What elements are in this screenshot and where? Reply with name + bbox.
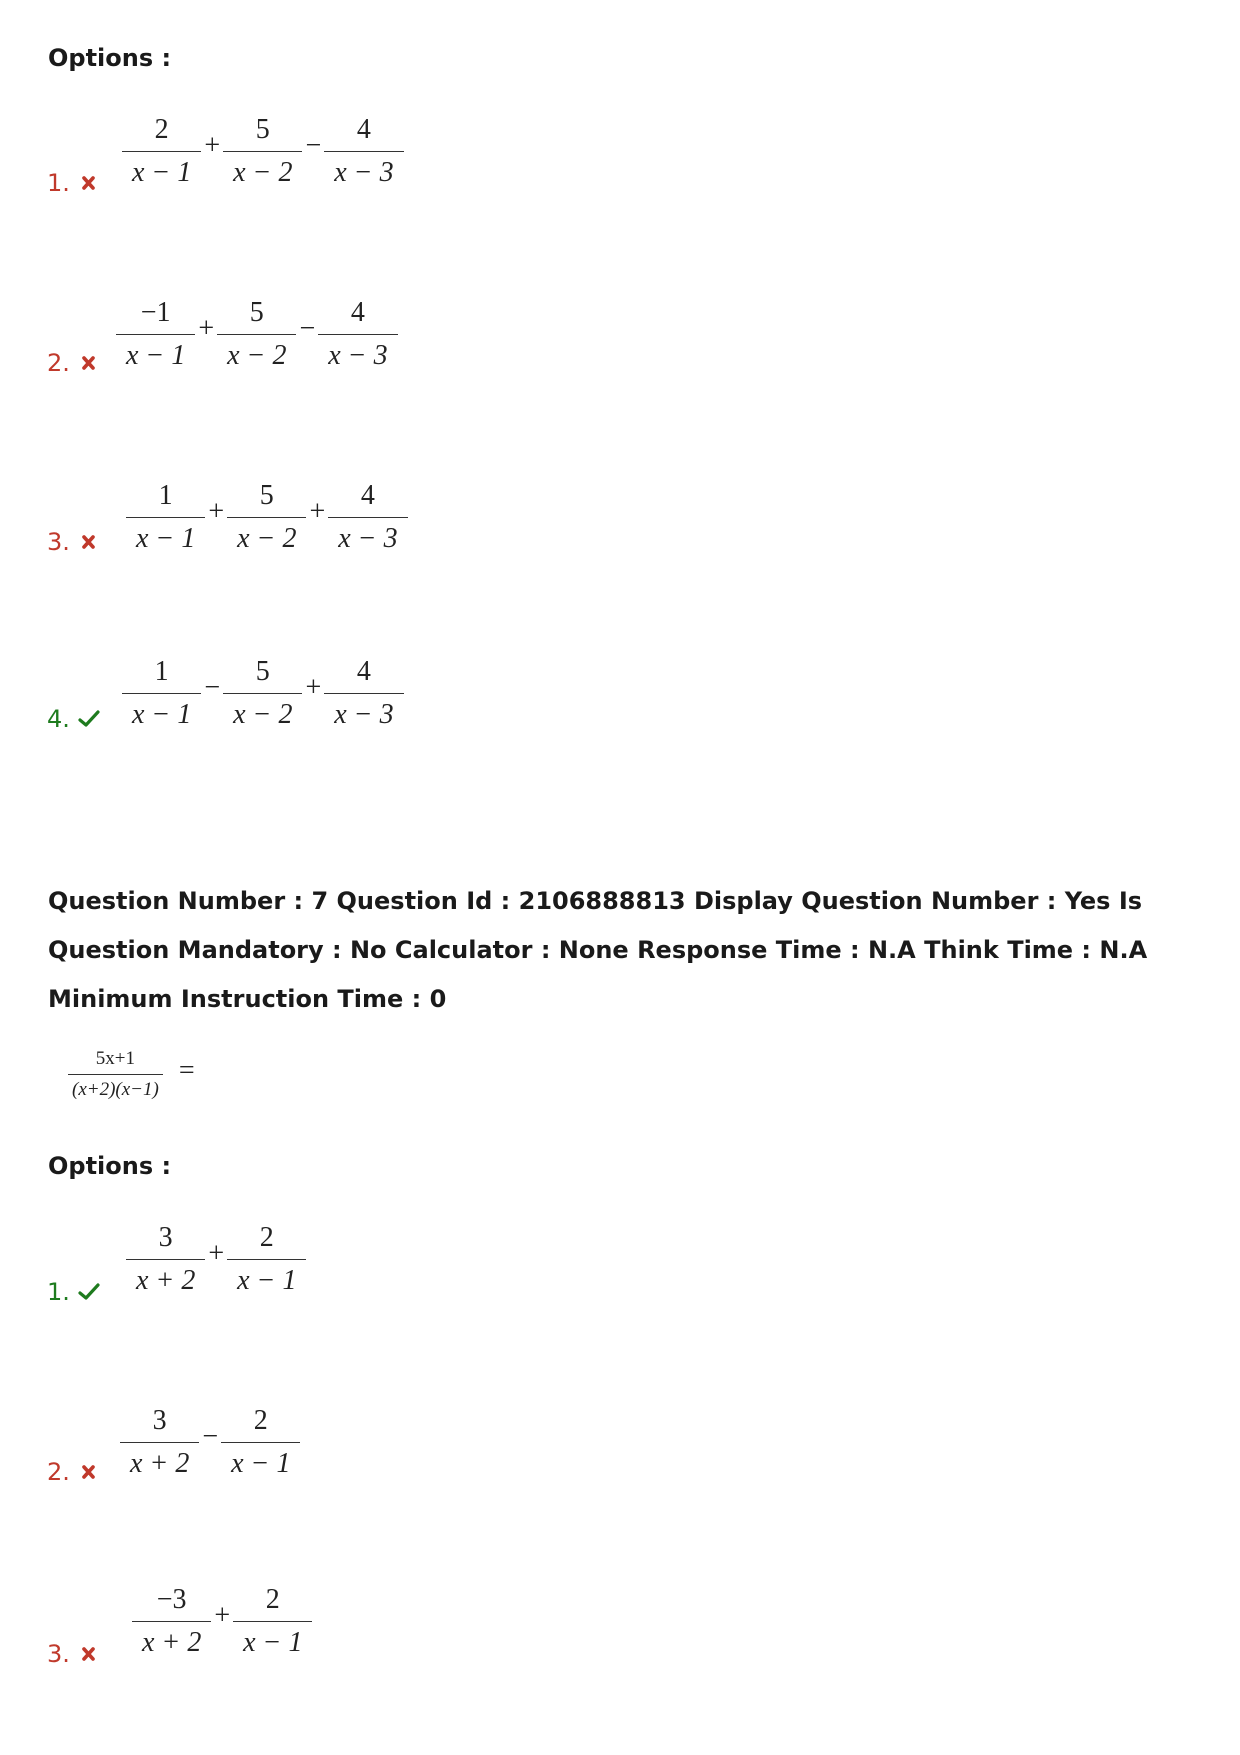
option-index: 2.: [47, 1458, 70, 1486]
equals-sign: =: [178, 1054, 195, 1086]
numerator: 3: [158, 1222, 173, 1253]
check-icon: [78, 710, 100, 728]
option-index: 4.: [47, 705, 70, 733]
numerator: 2: [259, 1222, 274, 1253]
fraction: [328, 481, 407, 554]
fraction: [223, 115, 302, 188]
question-denominator: (x+2)(x−1): [68, 1074, 163, 1101]
fraction: [126, 1223, 205, 1296]
denominator: x − 1: [126, 517, 205, 554]
fraction: [233, 1585, 312, 1658]
operator: +: [309, 495, 326, 527]
denominator: x − 1: [116, 334, 195, 371]
denominator: x − 1: [233, 1621, 312, 1658]
cross-icon: [78, 1463, 100, 1481]
option-index: 3.: [47, 1640, 70, 1668]
option-expression: [114, 298, 400, 371]
fraction: [223, 657, 302, 730]
fraction: [122, 657, 201, 730]
operator: +: [305, 671, 322, 703]
numerator: 4: [356, 114, 371, 145]
fraction: [126, 481, 205, 554]
operator: +: [198, 312, 215, 344]
cross-icon: [78, 174, 100, 192]
denominator: x + 2: [126, 1259, 205, 1296]
numerator: 5: [255, 656, 270, 687]
option-expression: [120, 657, 406, 730]
option-expression: [130, 1585, 314, 1658]
numerator: 1: [154, 656, 169, 687]
question-meta: Question Number : 7 Question Id : 2106888813 Display Question Number : Yes Is Question Mandatory : No Calculator : None Response Time : N.A Think Time : N.A Minimum Instruction Time : 0: [48, 887, 1148, 1013]
question-numerator: 5x+1: [95, 1048, 136, 1069]
cross-icon: [78, 533, 100, 551]
option-expression: [120, 115, 406, 188]
denominator: x − 2: [223, 151, 302, 188]
fraction: [120, 1406, 199, 1479]
operator: +: [214, 1599, 231, 1631]
denominator: x + 2: [132, 1621, 211, 1658]
fraction: [221, 1406, 300, 1479]
operator: +: [204, 129, 221, 161]
option-number: [47, 705, 100, 733]
operator: −: [202, 1420, 219, 1452]
numerator: 2: [253, 1405, 268, 1436]
denominator: x − 3: [324, 693, 403, 730]
denominator: x + 2: [120, 1442, 199, 1479]
option-expression: [124, 481, 410, 554]
fraction: [324, 657, 403, 730]
denominator: x − 2: [217, 334, 296, 371]
denominator: x − 1: [227, 1259, 306, 1296]
operator: −: [204, 671, 221, 703]
cross-icon: [78, 354, 100, 372]
option-number: [47, 349, 100, 377]
question-expression: [66, 1048, 195, 1101]
option-index: 1.: [47, 1278, 70, 1306]
denominator: x − 2: [227, 517, 306, 554]
option-number: [47, 1640, 100, 1668]
option-expression: [118, 1406, 302, 1479]
check-icon: [78, 1283, 100, 1301]
operator: +: [208, 495, 225, 527]
numerator: 4: [360, 480, 375, 511]
operator: −: [299, 312, 316, 344]
numerator: 1: [158, 480, 173, 511]
denominator: x − 2: [223, 693, 302, 730]
denominator: x − 1: [122, 151, 201, 188]
fraction: [227, 481, 306, 554]
fraction: [217, 298, 296, 371]
numerator: 5: [249, 297, 264, 328]
options-label: Options :: [48, 44, 172, 72]
option-index: 3.: [47, 528, 70, 556]
numerator: 2: [154, 114, 169, 145]
option-number: [47, 1278, 100, 1306]
denominator: x − 1: [221, 1442, 300, 1479]
denominator: x − 3: [328, 517, 407, 554]
numerator: 5: [259, 480, 274, 511]
operator: +: [208, 1237, 225, 1269]
cross-icon: [78, 1645, 100, 1663]
numerator: 2: [265, 1584, 280, 1615]
option-number: [47, 1458, 100, 1486]
numerator: −1: [140, 297, 171, 328]
denominator: x − 1: [122, 693, 201, 730]
question-fraction: [68, 1048, 163, 1101]
option-expression: [124, 1223, 308, 1296]
fraction: [318, 298, 397, 371]
numerator: 4: [350, 297, 365, 328]
fraction: [116, 298, 195, 371]
numerator: 3: [152, 1405, 167, 1436]
option-index: 2.: [47, 349, 70, 377]
operator: −: [305, 129, 322, 161]
fraction: [122, 115, 201, 188]
option-number: [47, 528, 100, 556]
denominator: x − 3: [324, 151, 403, 188]
denominator: x − 3: [318, 334, 397, 371]
numerator: 4: [356, 656, 371, 687]
fraction: [227, 1223, 306, 1296]
numerator: 5: [255, 114, 270, 145]
fraction: [324, 115, 403, 188]
option-index: 1.: [47, 169, 70, 197]
numerator: −3: [156, 1584, 187, 1615]
fraction: [132, 1585, 211, 1658]
options-label-q7: Options :: [48, 1152, 172, 1180]
option-number: [47, 169, 100, 197]
